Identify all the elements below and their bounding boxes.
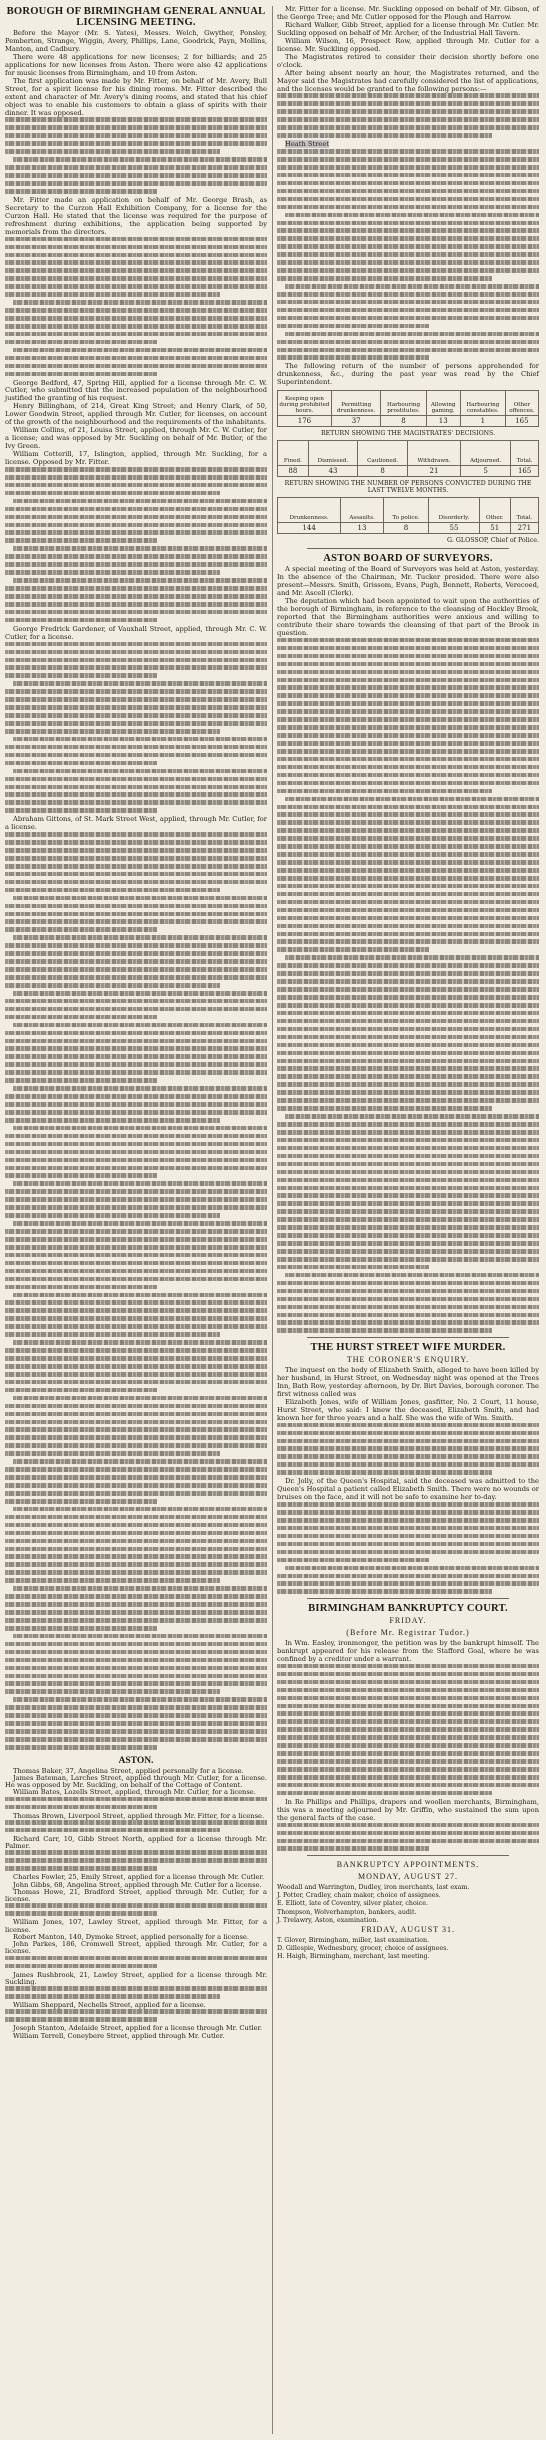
paragraph: Abraham Gittons, of St. Mark Street West, applied, through Mr. Cutler, for a license.: [5, 815, 267, 832]
table-header: Permitting drunkenness.: [331, 391, 381, 416]
table-cell: 1: [460, 416, 505, 427]
paragraph: William Bates, Lozells Street, applied, through Mr. Cutler, for a license.: [13, 1788, 256, 1797]
body-text-block: [5, 642, 267, 813]
body-text-block: [5, 1956, 267, 1969]
paragraph: William Cotterill, 17, Islington, applied, through Mr. Suckling, for a license. Opposed by Mr. Fitter.: [5, 450, 267, 467]
body-text-block: [277, 1823, 539, 1851]
appointment-item: J. Trelawry, Aston, examination.: [277, 1916, 379, 1924]
paragraph: The first application was made by Mr. Fitter, on behalf of Mr. Avery, Bull Street, for a spirit license for his dining rooms. Mr. Fitter described the extent and character of Mr. Avery's dining rooms, and stated that his chief object was to enable his customers to obtain a glass of spirits with their dinner. It was opposed.: [5, 76, 267, 117]
body-text-block: [5, 1850, 267, 1870]
table-header: Harbouring prostitutes.: [381, 391, 426, 416]
body-text-block: [5, 2009, 267, 2022]
paragraph: Richard Carr, 10, Gibb Street North, applied for a license through Mr. Palmer.: [5, 1834, 267, 1851]
body-text-block: [5, 237, 267, 377]
murder-subheadline: THE CORONER'S ENQUIRY.: [346, 1354, 470, 1364]
section-divider: [307, 1598, 509, 1599]
paragraph: Robert Manton, 140, Dymoke Street, applied personally for a license.: [13, 1932, 250, 1941]
appointments-date: MONDAY, AUGUST 27.: [357, 1872, 459, 1882]
body-text-block: [5, 832, 267, 1749]
paragraph: William Sheppard, Nechells Street, applied for a license.: [13, 2001, 206, 2010]
paragraph: There were 48 applications for new licenses; 2 for billiards; and 25 applications for new licenses from Aston. There were also 42 applications for music licenses from Birmingham, and 10 from Aston.: [5, 52, 267, 77]
paragraph: The inquest on the body of Elizabeth Smith, alleged to have been killed by her husband, in Hurst Street, on Wednesday night was opened at the Trees Inn, Bath Row, yesterday afternoon, by Dr. Birt Davies, borough coroner. The first witness called was: [277, 1365, 539, 1398]
highlighted-text: Heath Street: [285, 140, 329, 149]
section-divider: [307, 548, 509, 549]
table-cell: 55: [429, 523, 480, 534]
paragraph: William Jones, 107, Lawley Street, applied through Mr. Fitter, for a license.: [5, 1918, 267, 1934]
appointment-item: J. Potter, Cradley, chain maker, choice of assignees.: [277, 1892, 441, 1900]
body-text-block: [277, 638, 539, 1333]
paragraph: Before the Mayor (Mr. S. Yates), Messrs. Welch, Gwyther, Ponsley, Pemberton, Strange, Wiggin, Avery, Phillips, Lane, Goodrick, Payn, Mollins, Manton, and Cadbury.: [5, 29, 267, 53]
paragraph: The deputation which had been appointed to wait upon the authorities of the borough of Birmingham, in reference to the cleansing of Hockley Brook, reported that the Birmingham authorities were anxious and willing to contribute their share towards the cleansing of that part of the Brook in question.: [277, 597, 539, 637]
table-header: Disorderly.: [429, 498, 480, 523]
paragraph: James Rushbrook, 21, Lawley Street, applied for a license through Mr. Suckling.: [5, 1970, 267, 1986]
paragraph: Thomas Baker, 37, Angelina Street, applied personally for a license.: [13, 1766, 244, 1775]
table-header: Total.: [511, 441, 539, 466]
table-header: Fined.: [278, 441, 309, 466]
table-header: Other offences.: [505, 391, 538, 416]
paragraph: George Fredrick Gardener, of Vauxhall Street, applied, through Mr. C. W. Cutler, for a license.: [5, 624, 267, 641]
body-text-block: [277, 1423, 539, 1475]
table-header: Keeping open during prohibited hours.: [278, 391, 332, 416]
paragraph: John Parkes, 186, Cromwell Street, applied through Mr. Cutler, for a license.: [5, 1940, 267, 1956]
paragraph: Mr. Fitter made an application on behalf of Mr. George Brash, as Secretary to the Curzon Hall Exhibition Company, for a license for the Curzon Hall. He stated that the license was required for the purpose of refreshment during exhibitions, the application being supported by memorials from the directors.: [5, 195, 267, 236]
table-header: Drunkenness.: [278, 498, 341, 523]
paragraph: Richard Walker, Gibb Street, applied for a license through Mr. Cutler. Mr. Suckling opposed on behalf of Mr. Archer, of the Industrial Hall Tavern.: [277, 20, 539, 37]
paragraph: The following return of the number of persons apprehended for drunkenness, &c., during the past year was read by the Chief Superintendent.: [277, 362, 539, 387]
body-text-block: [5, 117, 267, 193]
table-header: Harbouring constables.: [460, 391, 505, 416]
table-cell: 88: [278, 466, 309, 477]
table-cell: 5: [460, 466, 510, 477]
table-header: Assaults.: [341, 498, 384, 523]
paragraph: Thomas Brown, Liverpool Street, applied through Mr. Fitter, for a license.: [13, 1811, 265, 1820]
body-text-block: [5, 467, 267, 622]
appointments-header: BANKRUPTCY APPOINTMENTS.: [336, 1860, 480, 1870]
paragraph: William Terrell, Coneybere Street, applied through Mr. Cutler.: [13, 2031, 225, 2040]
paragraph: Dr. Jolly, of the Queen's Hospital, said the deceased was admitted to the Queen's Hospital a patient called Elizabeth Smith. There were no wounds or bruises on the face, and it will not be safe to examine her to-day.: [277, 1477, 539, 1502]
aston-section-header: ASTON.: [118, 1755, 154, 1766]
body-text-block: [5, 1903, 267, 1916]
appointment-item: Woodall and Warrington, Dudley, iron merchants, last exam.: [277, 1884, 470, 1892]
table-cell: 176: [278, 416, 332, 427]
body-text-block: [277, 1664, 539, 1796]
table-header: Cautioned.: [358, 441, 408, 466]
bankruptcy-judge: (Before Mr. Registrar Tudor.): [346, 1627, 470, 1637]
table-header: Total.: [510, 498, 538, 523]
bankruptcy-date: FRIDAY.: [389, 1615, 427, 1625]
licensee-list: [277, 93, 539, 137]
table-header: Adjourned.: [460, 441, 510, 466]
table-cell: 8: [358, 466, 408, 477]
table-cell: 271: [510, 523, 538, 534]
table-cell: 13: [426, 416, 460, 427]
section-divider: [307, 1855, 509, 1856]
table-cell: 21: [407, 466, 460, 477]
surveyors-headline: ASTON BOARD OF SURVEYORS.: [323, 553, 493, 565]
table-cell: 165: [511, 466, 539, 477]
appointment-item: Thompson, Wolverhampton, bankers, audit.: [277, 1908, 417, 1916]
table-caption: RETURN SHOWING THE NUMBER OF PERSONS CONVICTED DURING THE LAST TWELVE MONTHS.: [284, 480, 532, 495]
table-cell: 8: [381, 416, 426, 427]
murder-headline: THE HURST STREET WIFE MURDER.: [310, 1341, 506, 1353]
police-signature: G. GLOSSOP, Chief of Police.: [447, 537, 539, 545]
table-header: Dismissed.: [308, 441, 357, 466]
paragraph: After being absent nearly an hour, the Magistrates returned, and the Mayor said the Magistrates had carefully considered the list of applications, and the licenses would be granted to the following persons:—: [277, 68, 539, 93]
table-header: Withdrawn.: [407, 441, 460, 466]
paragraph: William Collins, of 21, Louisa Street, applied, through Mr. C. W. Cutler, for a license; and was opposed by Mr. Suckling on behalf of Mr. Butler, of the Ivy Green.: [5, 426, 267, 451]
bankruptcy-headline: BIRMINGHAM BANKRUPTCY COURT.: [308, 1602, 508, 1614]
body-text-block: [5, 1986, 267, 1999]
right-column: [277, 6, 539, 1962]
column-divider: [272, 6, 273, 2434]
paragraph: In Wm. Easley, ironmonger, the petition was by the bankrupt himself. The bankrupt appeared for his release from the Stafford Goal, where he was confined by a creditor under a warrant.: [277, 1638, 539, 1663]
left-column: [5, 6, 267, 2040]
paragraph: William Wilson, 16, Prospect Row, applied through Mr. Cutler for a license. Mr. Suckling opposed.: [277, 36, 539, 53]
table-cell: 8: [383, 523, 428, 534]
table-cell: 43: [308, 466, 357, 477]
table-cell: 37: [331, 416, 381, 427]
table-cell: 144: [278, 523, 341, 534]
paragraph: Thomas Howe, 21, Bradford Street, applied through Mr. Cutler, for a license.: [5, 1887, 267, 1904]
convictions-table: [277, 497, 539, 534]
licensee-highlight-line: [277, 141, 539, 149]
table-caption: RETURN SHOWING THE MAGISTRATES' DECISIONS.: [320, 430, 496, 438]
paragraph: Elizabeth Jones, wife of William Jones, gasfitter, No. 2 Court, 11 house, Hurst Street, who said: I knew the deceased, Elizabeth Smith, and had known her for three years and a half. She was the wife of Wm. Smith.: [277, 1397, 539, 1422]
decisions-table: [277, 440, 539, 477]
appointment-item: E. Elliott, late of Coventry, silver plater, choice.: [277, 1900, 429, 1908]
paragraph: Mr. Fitter for a license. Mr. Suckling opposed on behalf of Mr. Gibson, of the George Tree; and Mr. Cutler opposed for the Plough and Harrow.: [277, 5, 539, 21]
licensing-meeting-headline: BOROUGH OF BIRMINGHAM GENERAL ANNUAL LICENSING MEETING.: [6, 6, 266, 28]
paragraph: The Magistrates retired to consider their decision shortly before one o'clock.: [277, 52, 539, 69]
table-header: Allowing gaming.: [426, 391, 460, 416]
section-divider: [307, 1337, 509, 1338]
body-text-block: [277, 1502, 539, 1594]
appointment-item: D. Gillespie, Wednesbury, grocer, choice of assignees.: [277, 1945, 449, 1953]
body-text-block: [5, 1797, 267, 1810]
paragraph: John Gibbs, 68, Angelina Street, applied through Mr. Cutler for a license.: [13, 1880, 262, 1889]
appointment-item: T. Glover, Birmingham, miller, last examination.: [277, 1937, 430, 1945]
offences-table: [277, 390, 539, 427]
table-header: To police.: [383, 498, 428, 523]
paragraph: George Bedford, 47, Spring Hill, applied for a license through Mr. C. W. Cutler, who submitted that the increased population of the neighbourhood justified the granting of his request.: [5, 378, 267, 403]
paragraph: In Re Phillips and Phillips, drapers and woollen merchants, Birmingham, this was a meeting adjourned by Mr. Griffin, who sustained the sum upon the general facts of the case.: [277, 1797, 539, 1822]
licensee-list: [277, 149, 539, 360]
table-cell: 165: [505, 416, 538, 427]
paragraph: A special meeting of the Board of Surveyors was held at Aston, yesterday. In the absence of the Chairman, Mr. Tucker presided. There were also present—Messrs. Smith, Grissom, Evans, Pugh, Bennett, Roberts, Verecoed, and Mr. Ascell (Clerk).: [277, 565, 539, 598]
body-text-block: [5, 1820, 267, 1833]
table-cell: 51: [479, 523, 510, 534]
table-cell: 13: [341, 523, 384, 534]
appointment-item: H. Haigh, Birmingham, merchant, last meeting.: [277, 1953, 430, 1961]
paragraph: Joseph Stanton, Adelaide Street, applied for a license through Mr. Cutler.: [13, 2024, 263, 2033]
appointments-date: FRIDAY, AUGUST 31.: [361, 1925, 455, 1935]
table-header: Other.: [479, 498, 510, 523]
paragraph: Charles Fowler, 25, Emily Street, applied for a license through Mr. Cutler.: [13, 1873, 265, 1882]
paragraph: James Bateman, Larches Street, applied through Mr. Cutler, for a license. He was opposed by Mr. Suckling, on behalf of the Cottage of Content.: [5, 1773, 267, 1790]
paragraph: Henry Billingham, of 214, Great King Street; and Henry Clark, of 50, Lower Goodwin Street, applied through Mr. Cutler, for licenses, on account of the growth of the neighbourhood and the requirements of the inhabitants.: [5, 402, 267, 427]
